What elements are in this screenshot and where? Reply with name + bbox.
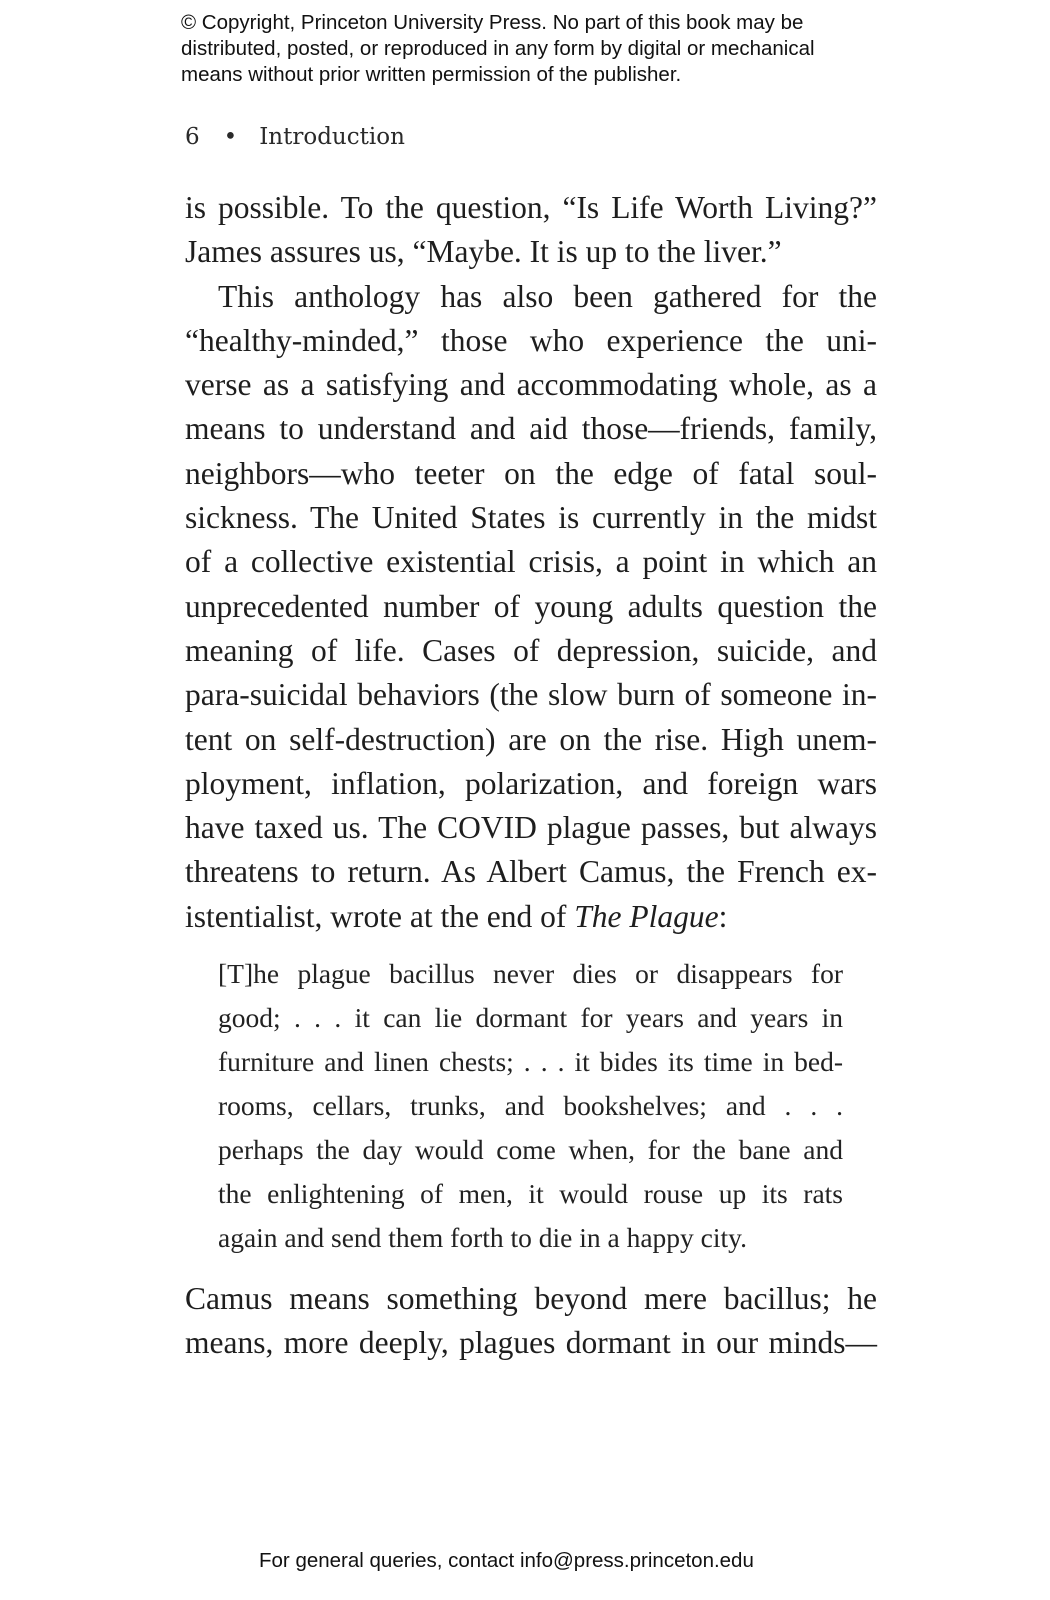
quote-line: the enlightening of men, it would rouse up its rats — [218, 1178, 843, 1209]
text-line: This anthology has also been gathered for the — [218, 278, 877, 314]
text-segment: : — [718, 898, 728, 934]
block-quote — [218, 952, 843, 1260]
body-paragraphs — [185, 186, 877, 939]
text-line: ployment, inflation, polarization, and foreign wars — [185, 765, 877, 801]
quote-line: rooms, cellars, trunks, and bookshelves; and . . . — [218, 1090, 843, 1121]
text-line: James assures us, “Maybe. It is up to the liver.” — [185, 234, 782, 270]
text-line: para-suicidal behaviors (the slow burn of someone in- — [185, 677, 877, 713]
text-line: neighbors—who teeter on the edge of fatal soul- — [185, 455, 877, 491]
text-line: means, more deeply, plagues dormant in our minds— — [185, 1325, 877, 1361]
quote-line: perhaps the day would come when, for the bane and — [218, 1134, 843, 1165]
running-head — [185, 124, 405, 150]
book-title: The Plague — [574, 898, 719, 934]
copyright-line: distributed, posted, or reproduced in any form by digital or mechanical — [181, 37, 815, 60]
text-line: of a collective existential crisis, a point in which an — [185, 544, 877, 580]
text-line: sickness. The United States is currently in the midst — [185, 500, 877, 536]
quote-line: furniture and linen chests; . . . it bides its time in bed- — [218, 1046, 843, 1077]
text-line: is possible. To the question, “Is Life Worth Living?” — [185, 190, 877, 225]
text-line: means to understand and aid those—friends, family, — [185, 411, 877, 447]
text-line-with-title — [185, 895, 877, 939]
text-line: Camus means something beyond mere bacillus; he — [185, 1281, 877, 1316]
text-line: verse as a satisfying and accommodating whole, as a — [185, 367, 877, 403]
copyright-notice — [181, 10, 901, 88]
text-line: threatens to return. As Albert Camus, the French ex- — [185, 854, 877, 890]
bullet-separator: • — [223, 124, 238, 150]
copyright-line: © Copyright, Princeton University Press. No part of this book may be — [181, 11, 804, 34]
text-line: have taxed us. The COVID plague passes, but always — [185, 810, 877, 846]
continuation-paragraph — [185, 1277, 877, 1366]
text-line: tent on self-destruction) are on the rise. High unem- — [185, 721, 877, 757]
copyright-line: means without prior written permission of the publisher. — [181, 63, 682, 86]
page-number: 6 — [185, 124, 200, 150]
text-line: unprecedented number of young adults question the — [185, 588, 877, 624]
section-title: Introduction — [259, 124, 405, 150]
quote-line: good; . . . it can lie dormant for years and years in — [218, 1002, 843, 1033]
text-line: meaning of life. Cases of depression, suicide, and — [185, 632, 877, 668]
quote-line: again and send them forth to die in a happy city. — [218, 1222, 747, 1253]
text-line: “healthy-minded,” those who experience the uni- — [185, 322, 877, 358]
footer-contact: For general queries, contact info@press.princeton.edu — [259, 1549, 754, 1572]
quote-line: [T]he plague bacillus never dies or disappears for — [218, 958, 843, 989]
text-segment: istentialist, wrote at the end of — [185, 898, 575, 934]
